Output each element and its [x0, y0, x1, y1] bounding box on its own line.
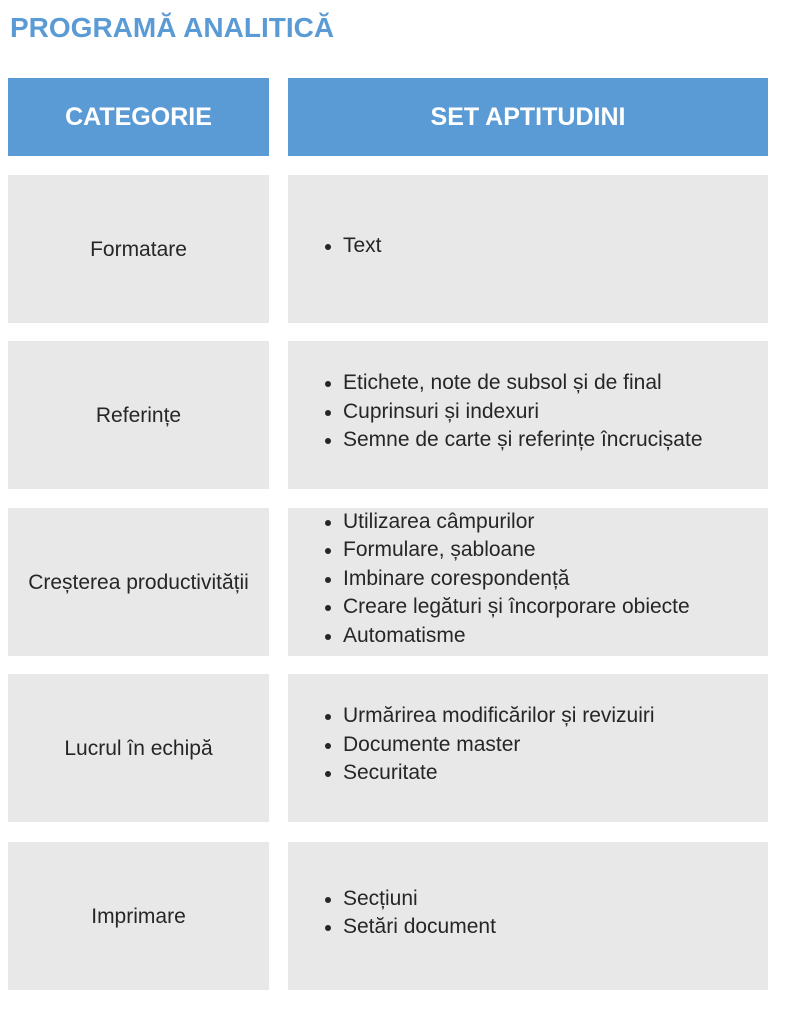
skills-cell-productivity	[288, 508, 768, 656]
skill-item: Formulare, șabloane	[324, 536, 690, 565]
page-title: PROGRAMĂ ANALITICĂ	[10, 12, 335, 43]
skill-item: Securitate	[324, 759, 655, 788]
category-label: Lucrul în echipă	[64, 736, 213, 760]
skill-list	[324, 369, 703, 455]
skills-cell-references	[288, 341, 768, 489]
category-cell-references	[8, 341, 269, 489]
skill-list	[324, 885, 496, 942]
skill-item: Urmărirea modificărilor și revizuiri	[324, 702, 655, 731]
skill-item: Automatisme	[324, 622, 690, 651]
skill-list	[324, 702, 655, 788]
category-label: Imprimare	[91, 904, 186, 928]
category-cell-printing	[8, 842, 269, 990]
skills-cell-teamwork	[288, 674, 768, 822]
category-label: Referințe	[95, 403, 182, 427]
header-category: CATEGORIE	[8, 78, 269, 156]
category-cell-teamwork	[8, 674, 269, 822]
skill-list	[324, 232, 382, 261]
skill-item: Secțiuni	[324, 885, 496, 914]
skill-item: Setări document	[324, 913, 496, 942]
skill-item: Documente master	[324, 731, 655, 760]
category-label: Formatare	[90, 237, 187, 261]
header-skill-set: SET APTITUDINI	[288, 78, 768, 156]
skill-item: Creare legături și încorporare obiecte	[324, 593, 690, 622]
category-cell-productivity	[8, 508, 269, 656]
skills-cell-formatting	[288, 175, 768, 323]
skill-item: Semne de carte și referințe încrucișate	[324, 426, 703, 455]
skill-item: Utilizarea câmpurilor	[324, 508, 690, 537]
category-cell-formatting	[8, 175, 269, 323]
skill-list	[324, 508, 690, 651]
skills-cell-printing	[288, 842, 768, 990]
skill-item: Cuprinsuri și indexuri	[324, 398, 703, 427]
skill-item: Text	[324, 232, 382, 261]
skill-item: Imbinare corespondență	[324, 565, 690, 594]
skill-item: Etichete, note de subsol și de final	[324, 369, 703, 398]
category-label: Creșterea productivității	[28, 570, 249, 594]
